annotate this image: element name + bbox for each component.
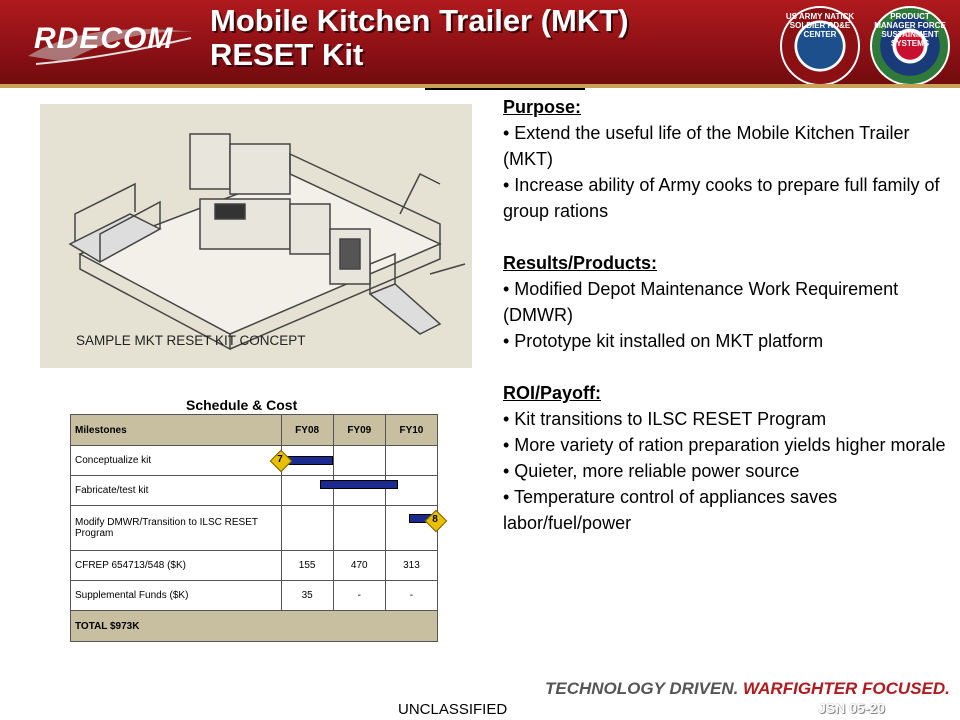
tagline-part2: WARFIGHTER FOCUSED. <box>738 679 950 698</box>
tagline <box>545 679 950 699</box>
table-cell: 35 <box>281 581 333 611</box>
table-cell: CFREP 654713/548 ($K) <box>71 551 282 581</box>
table-cell <box>333 446 385 476</box>
rdecom-logo: RDECOM <box>34 22 174 55</box>
tagline-part1: TECHNOLOGY DRIVEN. <box>545 679 739 698</box>
table-header-cell: FY10 <box>385 415 437 446</box>
table-total-row <box>71 611 438 642</box>
table-cell: 155 <box>281 551 333 581</box>
roi-bullet: • Temperature control of appliances saves labor/fuel/power <box>503 487 838 533</box>
results-bullet: • Modified Depot Maintenance Work Requirement (DMWR) <box>503 279 899 325</box>
table-cell <box>281 506 333 551</box>
table-cell: 470 <box>333 551 385 581</box>
page-title-line2: RESET Kit <box>210 37 364 72</box>
mkt-trailer-drawing <box>40 104 472 368</box>
classification-label: UNCLASSIFIED <box>398 701 508 718</box>
table-cell <box>385 506 437 551</box>
page-title <box>210 4 750 72</box>
milestone-marker-label: 7 <box>277 454 283 465</box>
table-cell: 313 <box>385 551 437 581</box>
gantt-bar-fabricate <box>320 480 398 489</box>
table-row <box>71 446 438 476</box>
pm-fss-seal-icon <box>870 6 950 86</box>
table-row <box>71 581 438 611</box>
table-total-cell: TOTAL $973K <box>71 611 438 642</box>
table-header-row <box>71 415 438 446</box>
table-row <box>71 551 438 581</box>
table-cell: - <box>333 581 385 611</box>
schedule-table <box>70 414 438 642</box>
roi-bullet: • Quieter, more reliable power source <box>503 461 800 481</box>
results-heading: Results/Products: <box>503 253 658 273</box>
purpose-bullet: • Increase ability of Army cooks to prepare full family of group rations <box>503 175 940 221</box>
page-title-line1: Mobile Kitchen Trailer (MKT) <box>210 3 629 38</box>
table-row <box>71 506 438 551</box>
title-underline <box>425 88 585 90</box>
header-banner <box>0 0 960 88</box>
spacer <box>503 354 948 380</box>
pm-fss-seal-text: PRODUCT MANAGER FORCE SUSTAINMENT SYSTEMS <box>874 12 946 48</box>
table-header-cell: Milestones <box>71 415 282 446</box>
schedule-title: Schedule & Cost <box>186 397 298 413</box>
table-cell: - <box>385 581 437 611</box>
right-column <box>503 94 948 536</box>
roi-bullet: • More variety of ration preparation yields higher morale <box>503 435 946 455</box>
natick-seal-icon <box>780 6 860 86</box>
table-cell: Conceptualize kit <box>71 446 282 476</box>
slide-id: JSN 05-20 <box>818 700 885 716</box>
table-cell: Modify DMWR/Transition to ILSC RESET Program <box>71 506 282 551</box>
purpose-heading: Purpose: <box>503 97 582 117</box>
results-bullet: • Prototype kit installed on MKT platform <box>503 331 824 351</box>
table-cell <box>385 446 437 476</box>
table-cell: Fabricate/test kit <box>71 476 282 506</box>
roi-heading: ROI/Payoff: <box>503 383 602 403</box>
natick-seal-text: US ARMY NATICK SOLDIER RD&E CENTER <box>785 12 855 39</box>
milestone-marker-label: 8 <box>432 514 438 525</box>
roi-bullet: • Kit transitions to ILSC RESET Program <box>503 409 827 429</box>
table-header-cell: FY09 <box>333 415 385 446</box>
purpose-bullet: • Extend the useful life of the Mobile Kitchen Trailer (MKT) <box>503 123 910 169</box>
image-caption: SAMPLE MKT RESET KIT CONCEPT <box>76 333 306 348</box>
table-cell: Supplemental Funds ($K) <box>71 581 282 611</box>
table-header-cell: FY08 <box>281 415 333 446</box>
spacer <box>503 224 948 250</box>
mkt-concept-image <box>40 104 472 368</box>
table-cell <box>333 506 385 551</box>
gantt-bar-conceptualize <box>287 456 333 465</box>
